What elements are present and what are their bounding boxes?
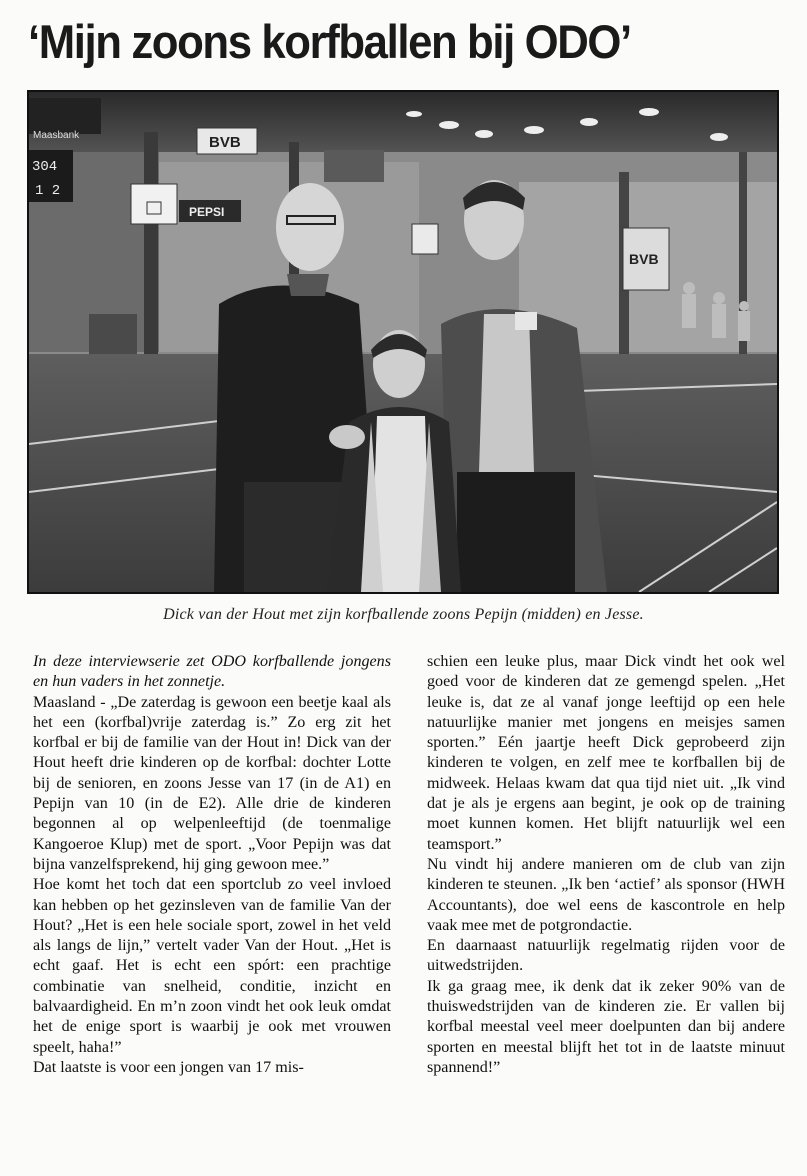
scoreboard-line2: 1 2 <box>35 183 61 199</box>
intro-text: In deze interviewserie zet ODO korfballende jongens en hun vaders in het zonnetje. <box>33 653 391 691</box>
paragraph-6: Ik ga graag mee, ik denk dat ik zeker 90% van de thuiswedstrijden van de kinderen zie. Er vallen bij korfbal meestal veel meer doelpunten dan bij andere sporten en meestal blijft het tot in de laatste minuut spannend!” <box>427 977 785 1076</box>
banner-right-text: BVB <box>629 251 659 267</box>
paragraph-3-continued: schien een leuke plus, maar Dick vindt het ook wel goed voor de kinderen dat ze gemengd spelen. „Het leuke is, dat ze al vanaf jonge leeftijd op een hele natuurlijke manier met jongens en meisjes samen sporten.” Eén jaartje heeft Dick geprobeerd zijn kinderen te volgen, en zelf mee te korfballen bij de midweek. Helaas kwam dat qua tijd niet uit. „Ik vind dat je als je ergens aan begint, je ook op de training moet kunnen komen. Het blijft natuurlijk wel een teamsport.” <box>427 653 785 853</box>
banner-bvb-right <box>623 228 669 290</box>
photo-illustration <box>29 92 777 592</box>
article-column-right <box>427 652 785 1078</box>
banner-pepsi <box>179 200 241 222</box>
basketball-board-left <box>131 184 177 224</box>
paragraph-4: Nu vindt hij andere manieren om de club van zijn kinderen te steunen. „Ik ben ‘actief’ als sponsor (HWH Accountants), doe wel eens de kascontrole en help vaak mee met de potgrondactie. <box>427 855 785 934</box>
article-column-left <box>33 652 391 1078</box>
basketball-board-center <box>412 224 438 254</box>
scoreboard-line1: 304 <box>32 159 58 175</box>
paragraph-5: En daarnaast natuurlijk regelmatig rijden voor de uitwedstrijden. <box>427 937 785 975</box>
scoreboard-label: Maasbank <box>33 130 80 141</box>
banner-pepsi-text: PEPSI <box>189 205 225 219</box>
headline: ‘Mijn zoons korfballen bij ODO’ <box>28 15 631 68</box>
paragraph-3-start: Dat laatste is voor een jongen van 17 mis- <box>33 1058 304 1076</box>
banner-left-text: BVB <box>209 134 241 151</box>
hall-ceiling <box>29 92 777 162</box>
photo-caption: Dick van der Hout met zijn korfballende zoons Pepijn (midden) en Jesse. <box>163 606 644 623</box>
paragraph-2: Hoe komt het toch dat een sportclub zo veel invloed kan hebben op het gezinsleven van de familie Van der Hout? „Het is een hele sociale sport, zowel in het veld als langs de lijn,” vertelt vader Van der Hout. „Het is echt gaaf. Het is echt een spórt: een prachtige combinatie van snelheid, conditie, inzicht en balvaardigheid. En m’n zoon vindt het ook leuk omdat het de enige sport is waarbij je ook met vrouwen speelt, haha!” <box>33 876 391 1056</box>
paragraph-1: Maasland - „De zaterdag is gewoon een beetje kaal als het een (korfbal)vrije zaterdag is.” Zo erg zit het korfbal er bij de familie van der Hout in! Dick van der Hout heeft drie kinderen op de korfbal: dochter Lotte bij de senioren, en zoons Jesse van 17 (in de A1) en Pepijn van 10 (in de E2). Alle drie de kinderen begonnen al op welpenleeftijd (de toenmalige Kangoeroe Klup) met de sport. „Voor Pepijn was dat bijna vanzelfsprekend, hij ging gewoon mee.” <box>33 693 391 873</box>
article-photo <box>27 90 779 594</box>
banner-bvb-left <box>197 128 257 154</box>
